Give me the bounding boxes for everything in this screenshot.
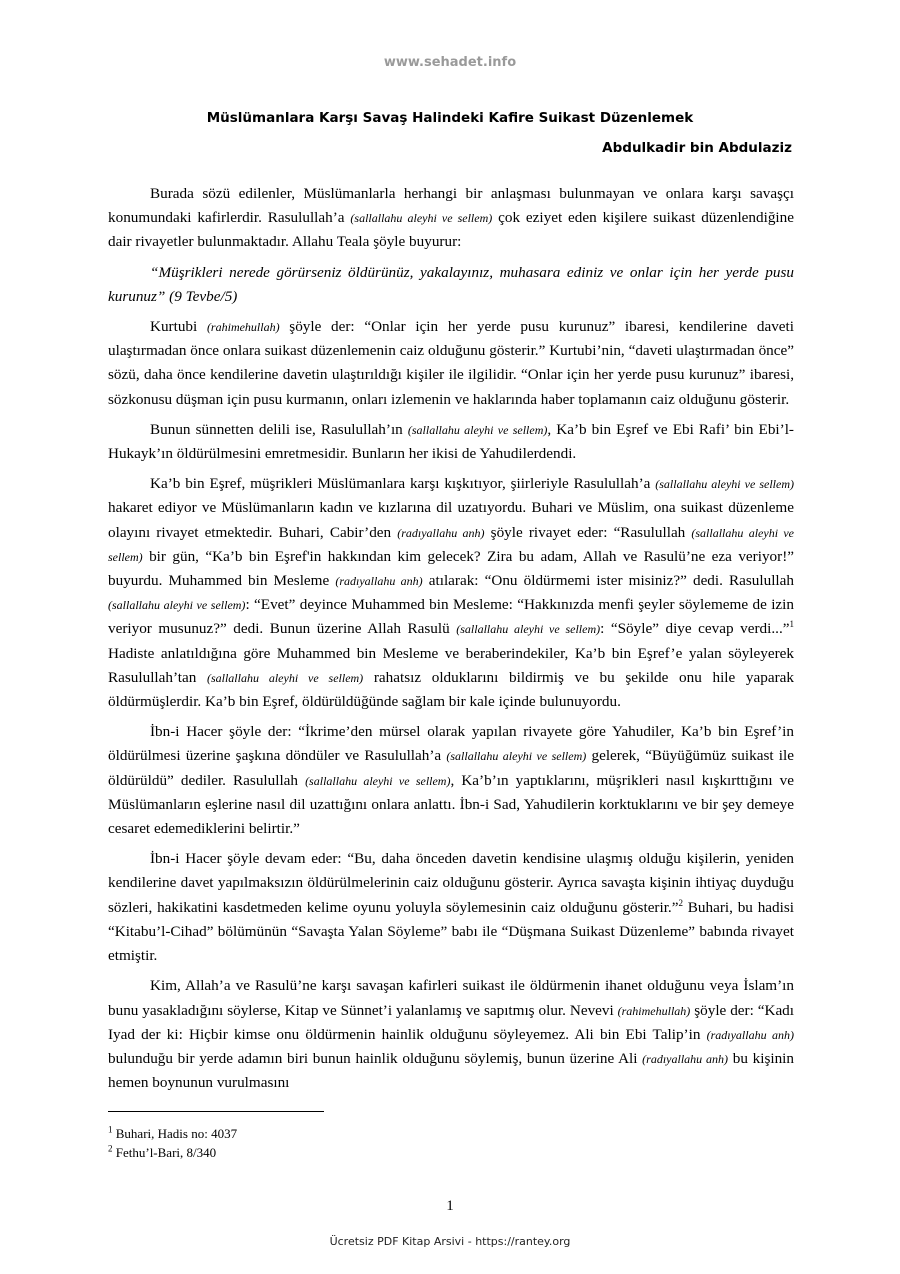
footnotes bbox=[108, 1124, 794, 1162]
paragraph: Kim, Allah’a ve Rasulü’ne karşı savaşan kafirleri suikast ile öldürmenin ihanet olduğunu veya İslam’ın bunu yasakladığını söylerse, Kitap ve Sünnet’i yalanlamış ve sapıtmış olur. Nevevi (rahimehullah) şöyle der: “Kadı Iyad der ki: Hiçbir kimse onu öldürmenin hainlik olduğunu söyleyemez. Ali bin Ebi Talip’in (radıyallahu anh) bulunduğu bir yerde adamın biri bunun hainlik olduğunu söylemiş, bunun üzerine Ali (radıyallahu anh) bu kişinin hemen boynunun vurulmasını bbox=[108, 977, 794, 1092]
honorific: (sallallahu aleyhi ve sellem) bbox=[446, 749, 587, 764]
paragraph: Kurtubi (rahimehullah) şöyle der: “Onlar için her yerde pusu kurunuz” ibaresi, kendilerine daveti ulaştırmadan önce onlara suikast düzenlemenin caiz olduğunu gösterir.” Kurtubi’nin, “daveti ulaştırmadan önce” sözü, daha önce kendilerine davetin ulaştırıldığı kişiler ile ilgilidir. “Onlar için her yerde pusu kurunuz” ibaresi, sözkonusu düşman için pusu kurmanın, onları izlemenin ve haklarında haber toplamanın caiz olduğunu gösterir. bbox=[108, 318, 794, 408]
page-number: 1 bbox=[446, 1198, 454, 1214]
honorific: (radıyallahu anh) bbox=[642, 1051, 729, 1066]
honorific: (sallallahu aleyhi ve sellem) bbox=[305, 773, 451, 788]
paragraph: Bunun sünnetten delili ise, Rasulullah’ın (sallallahu aleyhi ve sellem), Ka’b bin Eşref ve Ebi Rafi’ bin Ebi’l-Hukayk’ın öldürülmesini emretmesidir. Bunların her ikisi de Yahudilerdendi. bbox=[108, 420, 794, 463]
honorific: (sallallahu aleyhi ve sellem) bbox=[407, 422, 548, 437]
honorific: (sallallahu aleyhi ve sellem) bbox=[108, 598, 246, 613]
honorific: (radıyallahu anh) bbox=[706, 1027, 794, 1042]
footnote-ref[interactable]: 2 bbox=[678, 897, 683, 908]
document-body bbox=[108, 182, 794, 1101]
honorific: (sallallahu aleyhi ve sellem) bbox=[206, 670, 364, 685]
footnote: $^1$ Buhari, Hadis no: 4037 bbox=[108, 1124, 238, 1141]
document-author: Abdulkadir bin Abdulaziz bbox=[602, 140, 792, 156]
honorific: (sallallahu aleyhi ve sellem) bbox=[108, 525, 794, 564]
footnote: $^2$ Fethu’l-Bari, 8/340 bbox=[108, 1143, 217, 1160]
honorific: (sallallahu aleyhi ve sellem) bbox=[350, 211, 493, 226]
site-footer[interactable]: Ücretsiz PDF Kitap Arsivi - https://rantey.org bbox=[329, 1235, 571, 1248]
verse-quote: “Müşrikleri nerede görürseniz öldürünüz, yakalayınız, muhasara ediniz ve onlar için her yerde pusu kurunuz” (9 Tevbe/5) bbox=[108, 263, 794, 305]
paragraph: İbn-i Hacer şöyle devam eder: “Bu, daha önceden davetin kendisine ulaşmış olduğu kişilerin, yeniden kendilerine davet yapılmaksızın öldürülmelerinin caiz olduğunu gösterir. Ayrıca savaşta kişinin ihtiyaç duyduğu sözleri, hakikatini kasdetmeden kelime oyunu yoluyla söylemesinin caiz olduğunu gösterir.”$^2$ Buhari, bu hadisi “Kitabu’l-Cihad” bölümünün “Savaşta Yalan Söyleme” babı ile “Düşmana Suikast Düzenleme” babında rivayet etmiştir. bbox=[108, 850, 794, 965]
paragraph: Ka’b bin Eşref, müşrikleri Müslümanlara karşı kışkıtıyor, şiirleriyle Rasulullah’a (sallallahu aleyhi ve sellem) hakaret ediyor ve Müslümanların kadın ve kızlarına dil uzatıyordu. Buhari ve Müslim, ona suikast düzenleme olayını rivayet etmektedir. Buhari, Cabir’den (radıyallahu anh) şöyle rivayet eder: “Rasulullah (sallallahu aleyhi ve sellem) bir gün, “Ka’b bin Eşref'in hakkından kim gelecek? Zira bu adam, Allah ve Rasulü’ne eza veriyor!” buyurdu. Muhammed bin Mesleme (radıyallahu anh) atılarak: “Onu öldürmemi ister misiniz?” dedi. Rasulullah (sallallahu aleyhi ve sellem): “Evet” deyince Muhammed bin Mesleme: “Hakkınızda menfi şeyler söylememe de izin veriyor musunuz?” dedi. Bunun üzerine Allah Rasulü (sallallahu aleyhi ve sellem): “Söyle” diye cevap verdi...”$^1$ Hadiste anlatıldığına göre Muhammed bin Mesleme ve beraberindekiler, Ka’b bin Eşref’e yalan söyleyerek Rasulullah’tan (sallallahu aleyhi ve sellem) rahatsız olduklarını bildirmiş ve bu şekilde onu hile yaparak öldürmüşlerdir. Ka’b bin Eşref, öldürüldüğünde sağlam bir kale içinde bulunuyordu. bbox=[108, 475, 794, 711]
site-header: www.sehadet.info bbox=[383, 55, 517, 70]
footnote-ref[interactable]: 1 bbox=[789, 619, 794, 630]
paragraph: Burada sözü edilenler, Müslümanlarla herhangi bir anlaşması bulunmayan ve onlara karşı savaşçı konumundaki kafirlerdir. Rasulullah’a (sallallahu aleyhi ve sellem) çok eziyet eden kişilere suikast düzenlendiğine dair rivayetler bulunmaktadır. Allahu Teala şöyle buyurur: bbox=[108, 185, 794, 251]
honorific: (rahimehullah) bbox=[617, 1003, 691, 1018]
document-title: Müslümanlara Karşı Savaş Halindeki Kafire Suikast Düzenlemek bbox=[206, 110, 694, 126]
honorific: (sallallahu aleyhi ve sellem) bbox=[655, 477, 794, 492]
honorific: (radıyallahu anh) bbox=[335, 574, 423, 589]
honorific: (rahimehullah) bbox=[206, 320, 280, 335]
paragraph: İbn-i Hacer şöyle der: “İkrime’den mürsel olarak yapılan rivayete göre Yahudiler, Ka’b bin Eşref’in öldürülmesi üzerine şaşkına döndüler ve Rasulullah’a (sallallahu aleyhi ve sellem) gelerek, “Büyüğümüz suikast ile öldürüldü” dediler. Rasulullah (sallallahu aleyhi ve sellem), Ka’b’ın yaptıklarını, müşrikleri nasıl kışkırttığını ve Müslümanların eşlerine nasıl dil uzattığını onlara anlattı. İbn-i Sad, Yahudilerin korktuklarını ve bir şey demeye cesaret edemediklerini belirtir.” bbox=[108, 723, 794, 838]
honorific: (radıyallahu anh) bbox=[397, 525, 485, 540]
honorific: (sallallahu aleyhi ve sellem) bbox=[456, 622, 601, 637]
footnote-divider bbox=[108, 1111, 324, 1112]
